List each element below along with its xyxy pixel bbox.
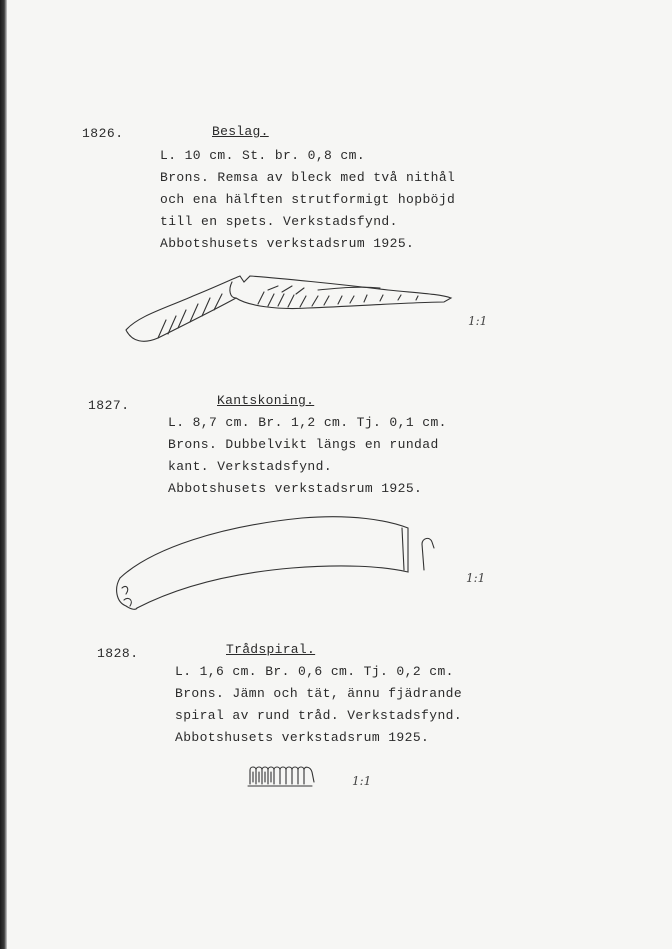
entry-text-line: L. 10 cm. St. br. 0,8 cm. bbox=[160, 148, 366, 163]
entry-text-line: Brons. Jämn och tät, ännu fjädrande bbox=[175, 686, 463, 701]
entry-title: Beslag. bbox=[212, 124, 269, 139]
entry-text-line: Abbotshusets verkstadsrum 1925. bbox=[160, 236, 415, 251]
scale-label: 1:1 bbox=[468, 314, 488, 328]
entry-text-line: Brons. Dubbelvikt längs en rundad bbox=[168, 437, 439, 452]
entry-text-line: Brons. Remsa av bleck med två nithål bbox=[160, 170, 456, 185]
scale-label: 1:1 bbox=[352, 774, 372, 788]
entry-text-line: kant. Verkstadsfynd. bbox=[168, 459, 333, 474]
page-binding-edge bbox=[0, 0, 7, 949]
entry-text-line: Abbotshusets verkstadsrum 1925. bbox=[175, 730, 430, 745]
entry-number: 1826. bbox=[82, 126, 124, 141]
entry-title: Kantskoning. bbox=[217, 393, 315, 408]
entry-title: Trådspiral. bbox=[226, 642, 316, 657]
entry-text-line: Abbotshusets verkstadsrum 1925. bbox=[168, 481, 423, 496]
beslag-drawing bbox=[118, 268, 458, 350]
tradspiral-drawing bbox=[246, 762, 322, 790]
scale-label: 1:1 bbox=[466, 571, 486, 585]
entry-text-line: spiral av rund tråd. Verkstadsfynd. bbox=[175, 708, 463, 723]
entry-text-line: till en spets. Verkstadsfynd. bbox=[160, 214, 398, 229]
entry-number: 1827. bbox=[88, 398, 130, 413]
entry-text-line: L. 8,7 cm. Br. 1,2 cm. Tj. 0,1 cm. bbox=[168, 415, 447, 430]
entry-text-line: och ena hälften strutformigt hopböjd bbox=[160, 192, 456, 207]
entry-text-line: L. 1,6 cm. Br. 0,6 cm. Tj. 0,2 cm. bbox=[175, 664, 454, 679]
kantskoning-drawing bbox=[112, 508, 452, 620]
entry-number: 1828. bbox=[97, 646, 139, 661]
